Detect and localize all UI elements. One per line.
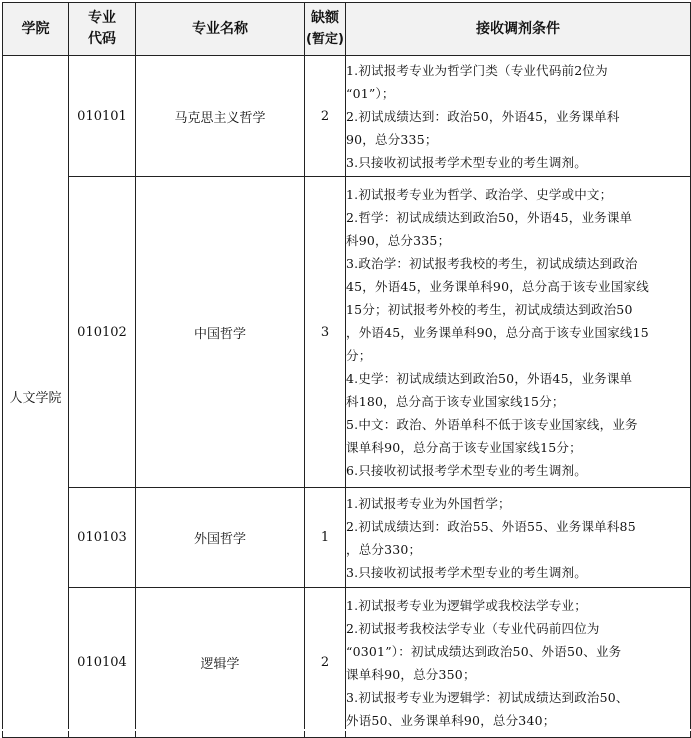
transfer-admission-table [2,2,691,738]
condition-line: 3.初试报考专业为逻辑学：初试成绩达到政治50、 [346,689,629,705]
vacancy-cell: 3 [305,177,346,488]
header-code: 专业 代码 [69,3,136,56]
vacancy-cell: 1 [305,488,346,588]
condition-line: 45，外语45，业务课单科90，总分高于该专业国家线 [346,278,649,294]
condition-line: 课单科90，总分高于该专业国家线15分； [346,439,582,455]
condition-line: ，总分330； [346,541,422,557]
condition-line: 3.只接收初试报考学术型专业的考生调剂。 [346,154,587,170]
major-code-cell: 010104 [69,588,136,738]
condition-line: 科90，总分335； [346,232,451,248]
table-row [3,177,691,488]
header-college: 学院 [3,3,69,56]
table-header-row [3,3,691,56]
table-row [3,588,691,738]
conditions-cell [346,177,691,488]
condition-line: 2.初试报考我校法学专业（专业代码前四位为 [346,620,600,636]
major-name-cell: 逻辑学 [136,588,305,738]
condition-line: ，外语45，业务课单科90，总分高于该专业国家线15 [346,324,649,340]
condition-line: 6.只接收初试报考学术型专业的考生调剂。 [346,462,587,478]
condition-line: 1.初试报考专业为哲学、政治学、史学或中文； [346,186,613,202]
condition-line: 90，总分335； [346,131,438,147]
condition-line: 1.初试报考专业为外国哲学； [346,495,511,511]
condition-line: 1.初试报考专业为哲学门类（专业代码前2位为 [346,62,608,78]
college-cell: 人文学院 [3,56,69,738]
condition-line: 外语50、业务课单科90，总分340； [346,712,556,728]
vacancy-cell: 2 [305,588,346,738]
condition-line: 15分；初试报考外校的考生，初试成绩达到政治50 [346,301,633,317]
major-name-cell: 外国哲学 [136,488,305,588]
header-name: 专业名称 [136,3,305,56]
condition-line: 分； [346,347,372,363]
conditions-cell [346,488,691,588]
major-name-cell: 马克思主义哲学 [136,56,305,177]
condition-line: 课单科90，总分350； [346,666,476,682]
major-name-cell: 中国哲学 [136,177,305,488]
conditions-cell [346,588,691,738]
condition-line: 科180，总分高于该专业国家线15分； [346,393,565,409]
condition-line: “0301”）：初试成绩达到政治50、外语50、业务 [346,643,622,659]
condition-line: “01”）； [346,85,395,101]
condition-line: 4.史学：初试成绩达到政治50，外语45，业务课单 [346,370,633,386]
condition-line: 1.初试报考专业为逻辑学或我校法学专业； [346,597,587,613]
condition-line: 3.政治学：初试报考我校的考生，初试成绩达到政治 [346,255,638,271]
header-vacancy: 缺额 (暂定) [305,3,346,56]
table-row [3,488,691,588]
vacancy-cell: 2 [305,56,346,177]
major-code-cell: 010101 [69,56,136,177]
major-code-cell: 010102 [69,177,136,488]
condition-line: 2.哲学：初试成绩达到政治50，外语45，业务课单 [346,209,633,225]
major-code-cell: 010103 [69,488,136,588]
header-conditions: 接收调剂条件 [346,3,691,56]
condition-line: 5.中文：政治、外语单科不低于该专业国家线，业务 [346,416,638,432]
conditions-cell [346,56,691,177]
table-row [3,56,691,177]
condition-line: 3.只接收初试报考学术型专业的考生调剂。 [346,564,587,580]
condition-line: 2.初试成绩达到：政治55、外语55、业务课单科85 [346,518,636,534]
condition-line: 2.初试成绩达到：政治50，外语45，业务课单科 [346,108,620,124]
